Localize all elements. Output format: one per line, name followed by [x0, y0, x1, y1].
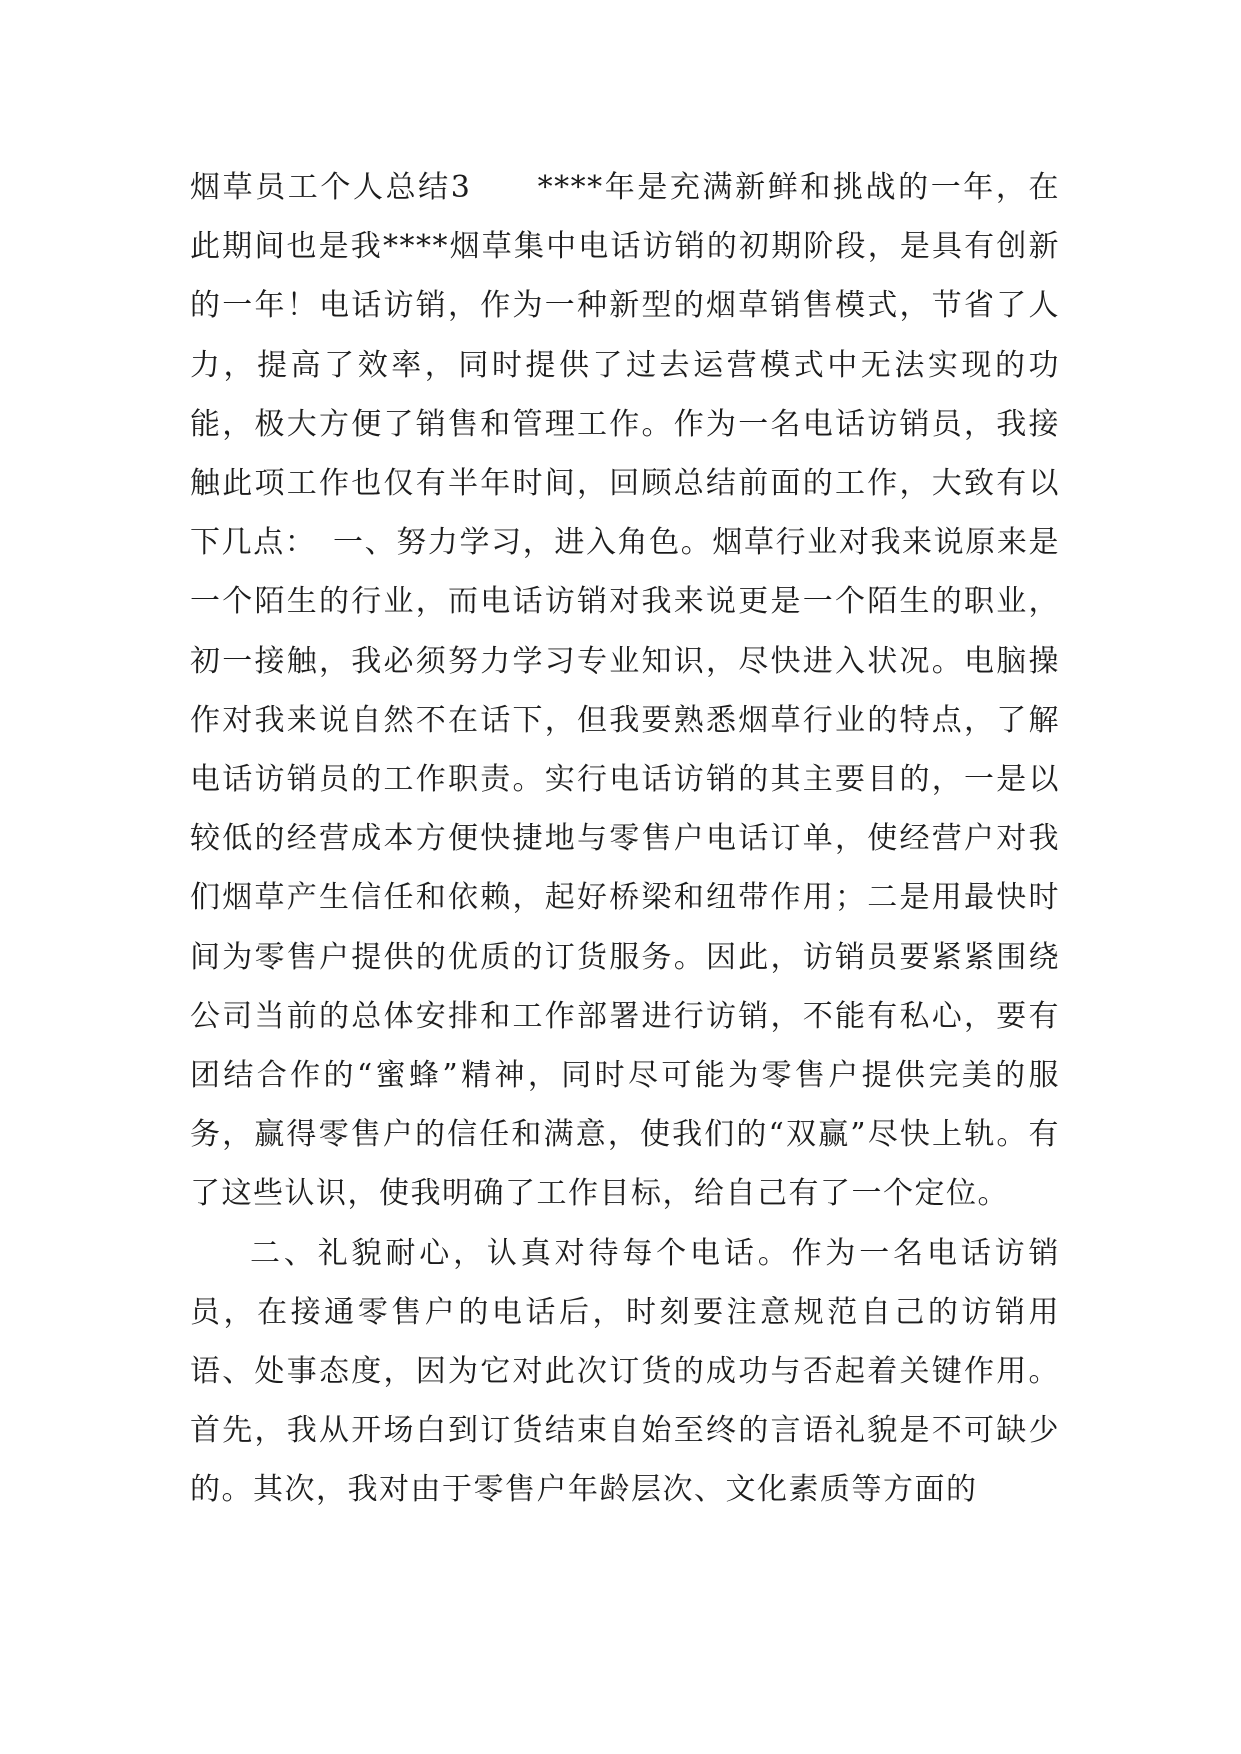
document-body	[190, 158, 1060, 1520]
paragraph-2: 二、礼貌耐心，认真对待每个电话。作为一名电话访销员，在接通零售户的电话后，时刻要注意规范自己的访销用语、处事态度，因为它对此次订货的成功与否起着关键作用。首先，我从开场白到订货结束自始至终的言语礼貌是不可缺少的。其次，我对由于零售户年龄层次、文化素质等方面的	[190, 1235, 1060, 1508]
paragraph-1: 烟草员工个人总结3 ****年是充满新鲜和挑战的一年，在此期间也是我****烟草集中电话访销的初期阶段，是具有创新的一年！电话访销，作为一种新型的烟草销售模式，节省了人力，提高了效率，同时提供了过去运营模式中无法实现的功能，极大方便了销售和管理工作。作为一名电话访销员，我接触此项工作也仅有半年时间，回顾总结前面的工作，大致有以下几点： 一、努力学习，进入角色。烟草行业对我来说原来是一个陌生的行业，而电话访销对我来说更是一个陌生的职业，初一接触，我必须努力学习专业知识，尽快进入状况。电脑操作对我来说自然不在话下，但我要熟悉烟草行业的特点，了解电话访销员的工作职责。实行电话访销的其主要目的，一是以较低的经营成本方便快捷地与零售户电话订单，使经营户对我们烟草产生信任和依赖，起好桥梁和纽带作用；二是用最快时间为零售户提供的优质的订货服务。因此，访销员要紧紧围绕公司当前的总体安排和工作部署进行访销，不能有私心，要有团结合作的“蜜蜂”精神，同时尽可能为零售户提供完美的服务，赢得零售户的信任和满意，使我们的“双赢”尽快上轨。有了这些认识，使我明确了工作目标，给自己有了一个定位。	[190, 170, 1060, 1212]
